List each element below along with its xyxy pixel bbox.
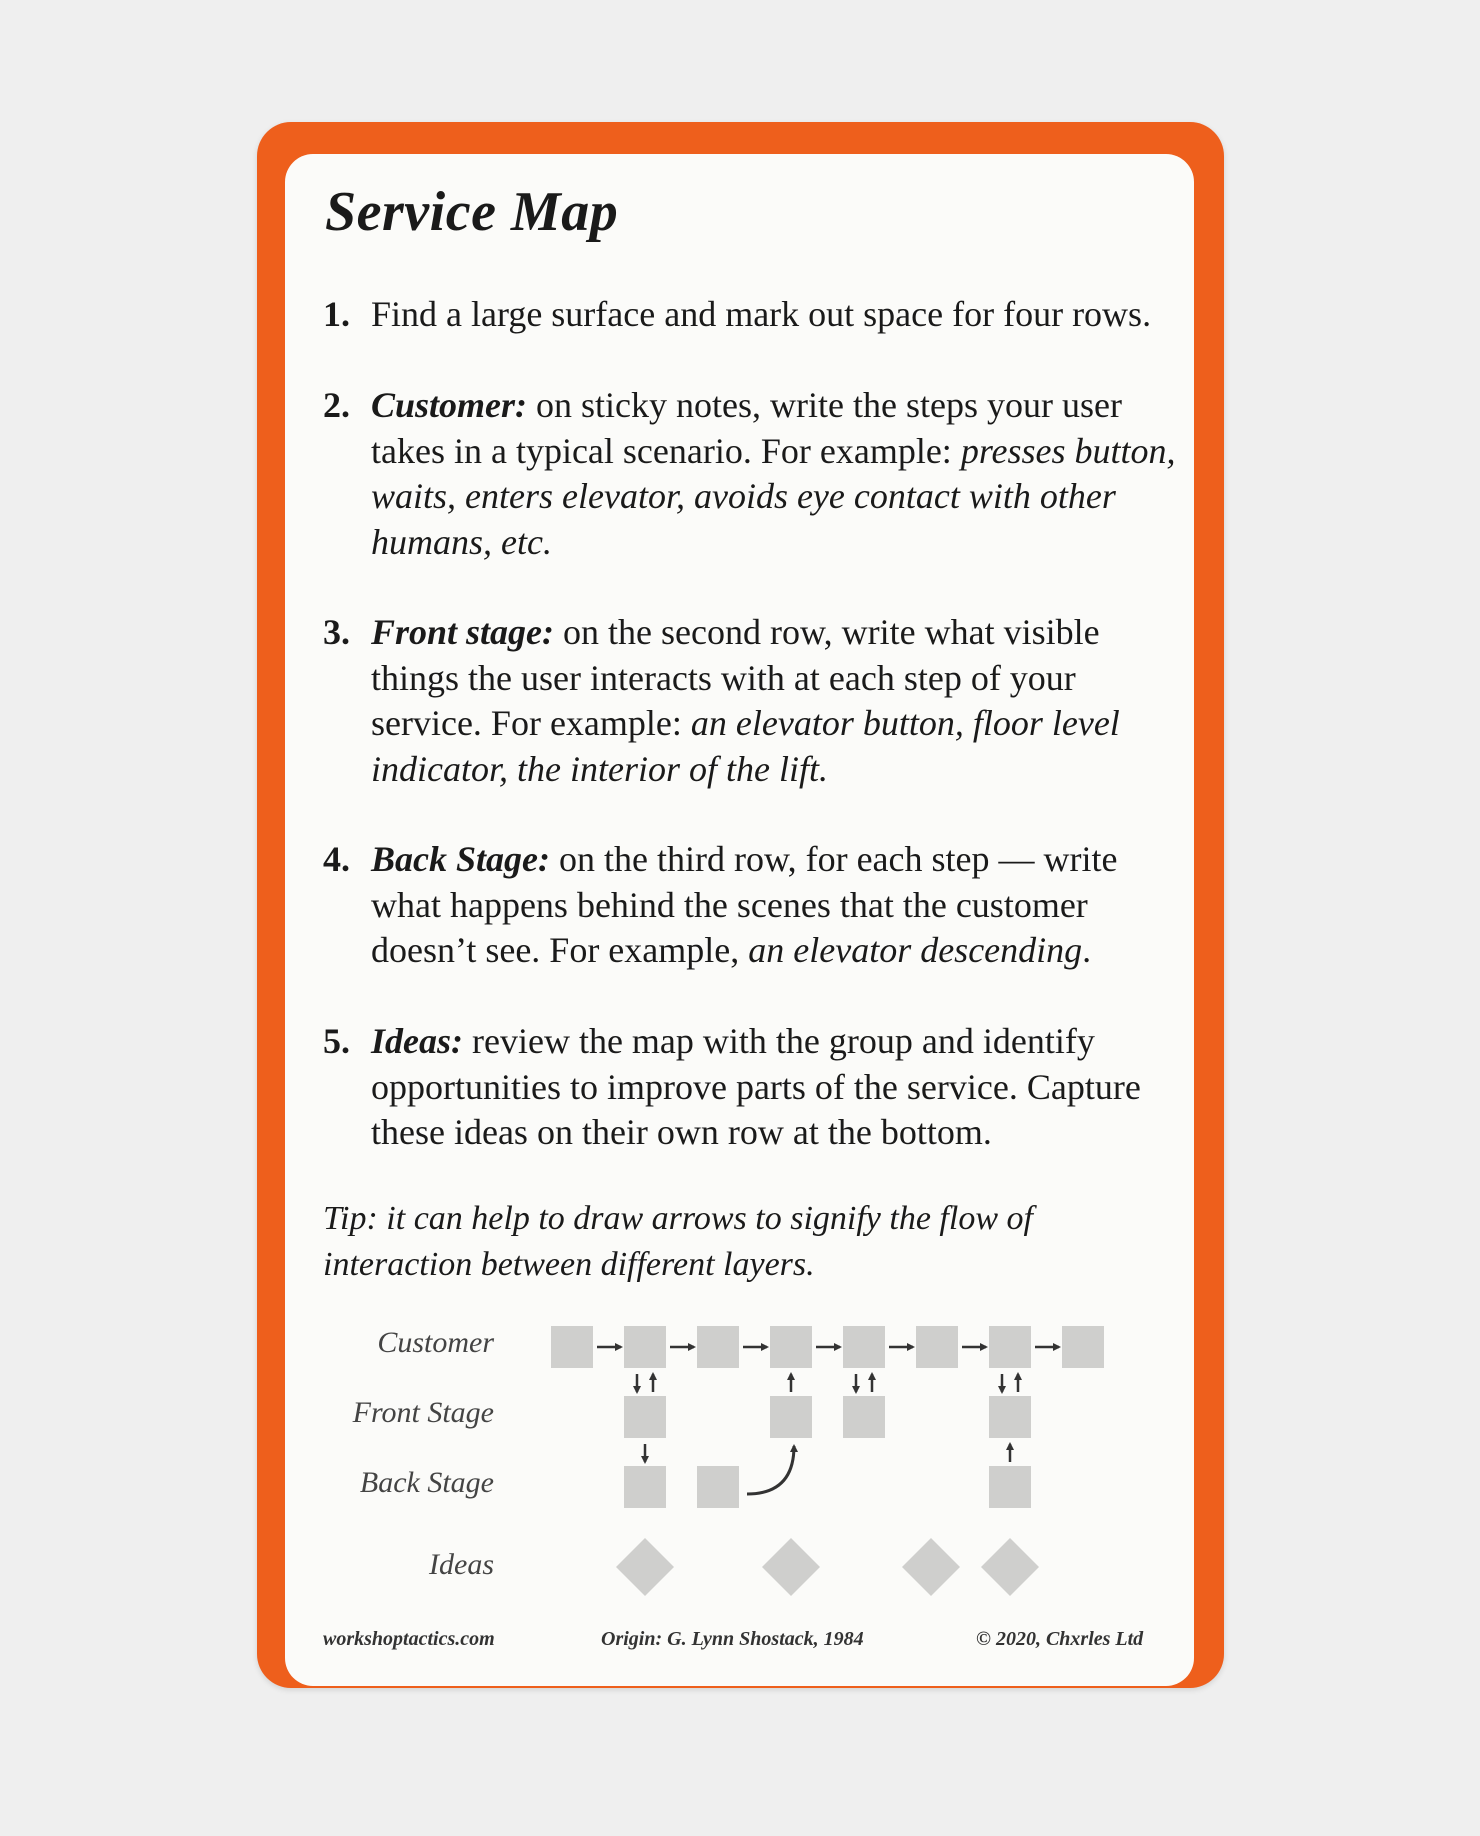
diagram-box xyxy=(697,1466,739,1508)
diagram-box xyxy=(989,1326,1031,1368)
step-text: Find a large surface and mark out space for four rows. xyxy=(371,294,1152,334)
diagram-box xyxy=(624,1396,666,1438)
diagram-box xyxy=(843,1396,885,1438)
diagram-box xyxy=(989,1396,1031,1438)
row-label-ideas: Ideas xyxy=(429,1548,494,1581)
diagram-box xyxy=(624,1466,666,1508)
card-title: Service Map xyxy=(325,181,619,243)
step-example: presses button, waits, enters elevator, avoids eye contact with other humans, etc. xyxy=(371,430,1176,562)
step-keyword: Customer: xyxy=(371,385,528,425)
step-number: 4. xyxy=(323,839,350,879)
step-text: on the third row, for each step — write what happens behind the scenes that the customer doesn’t see. For example, xyxy=(371,839,1118,970)
diagram-box xyxy=(770,1396,812,1438)
step-text: review the map with the group and identify opportunities to improve parts of the service. Capture these ideas on their own row at the bottom. xyxy=(371,1021,1141,1152)
footer-copyright: © 2020, Chxrles Ltd xyxy=(976,1628,1144,1650)
idea-diamond xyxy=(616,1538,674,1596)
tip-text: Tip: it can help to draw arrows to signify the flow of interaction between different layers. xyxy=(323,1200,1033,1283)
step-text: on sticky notes, write the steps your user takes in a typical scenario. For example: xyxy=(371,385,1122,471)
footer-website: workshoptactics.com xyxy=(323,1628,495,1650)
row-label-front-stage: Front Stage xyxy=(352,1396,494,1429)
diagram-box xyxy=(551,1326,593,1368)
diagram-box xyxy=(989,1466,1031,1508)
footer-origin: Origin: G. Lynn Shostack, 1984 xyxy=(601,1628,864,1650)
diagram-box xyxy=(770,1326,812,1368)
step-number: 3. xyxy=(323,612,350,652)
diagram-box xyxy=(1062,1326,1104,1368)
idea-diamond xyxy=(902,1538,960,1596)
step-keyword: Front stage: xyxy=(371,612,555,652)
step-keyword: Ideas: xyxy=(371,1021,463,1061)
step-number: 5. xyxy=(323,1021,350,1061)
step-tail: . xyxy=(1082,930,1092,970)
diagram-box xyxy=(624,1326,666,1368)
step-text: on the second row, write what visible things the user interacts with at each step of your service. For example: xyxy=(371,612,1100,743)
diagram-box xyxy=(843,1326,885,1368)
step-example: an elevator button, floor level indicator, the interior of the lift. xyxy=(371,703,1120,789)
row-label-customer: Customer xyxy=(377,1326,494,1359)
step-number: 2. xyxy=(323,385,350,425)
idea-diamond xyxy=(981,1538,1039,1596)
diagram-box xyxy=(697,1326,739,1368)
diagram-box xyxy=(916,1326,958,1368)
idea-diamond xyxy=(762,1538,820,1596)
row-label-back-stage: Back Stage xyxy=(359,1466,494,1499)
diagram-curved-arrow xyxy=(747,1446,794,1494)
step-keyword: Back Stage: xyxy=(371,839,550,879)
step-example: an elevator descending xyxy=(748,930,1083,970)
step-number: 1. xyxy=(323,294,350,334)
